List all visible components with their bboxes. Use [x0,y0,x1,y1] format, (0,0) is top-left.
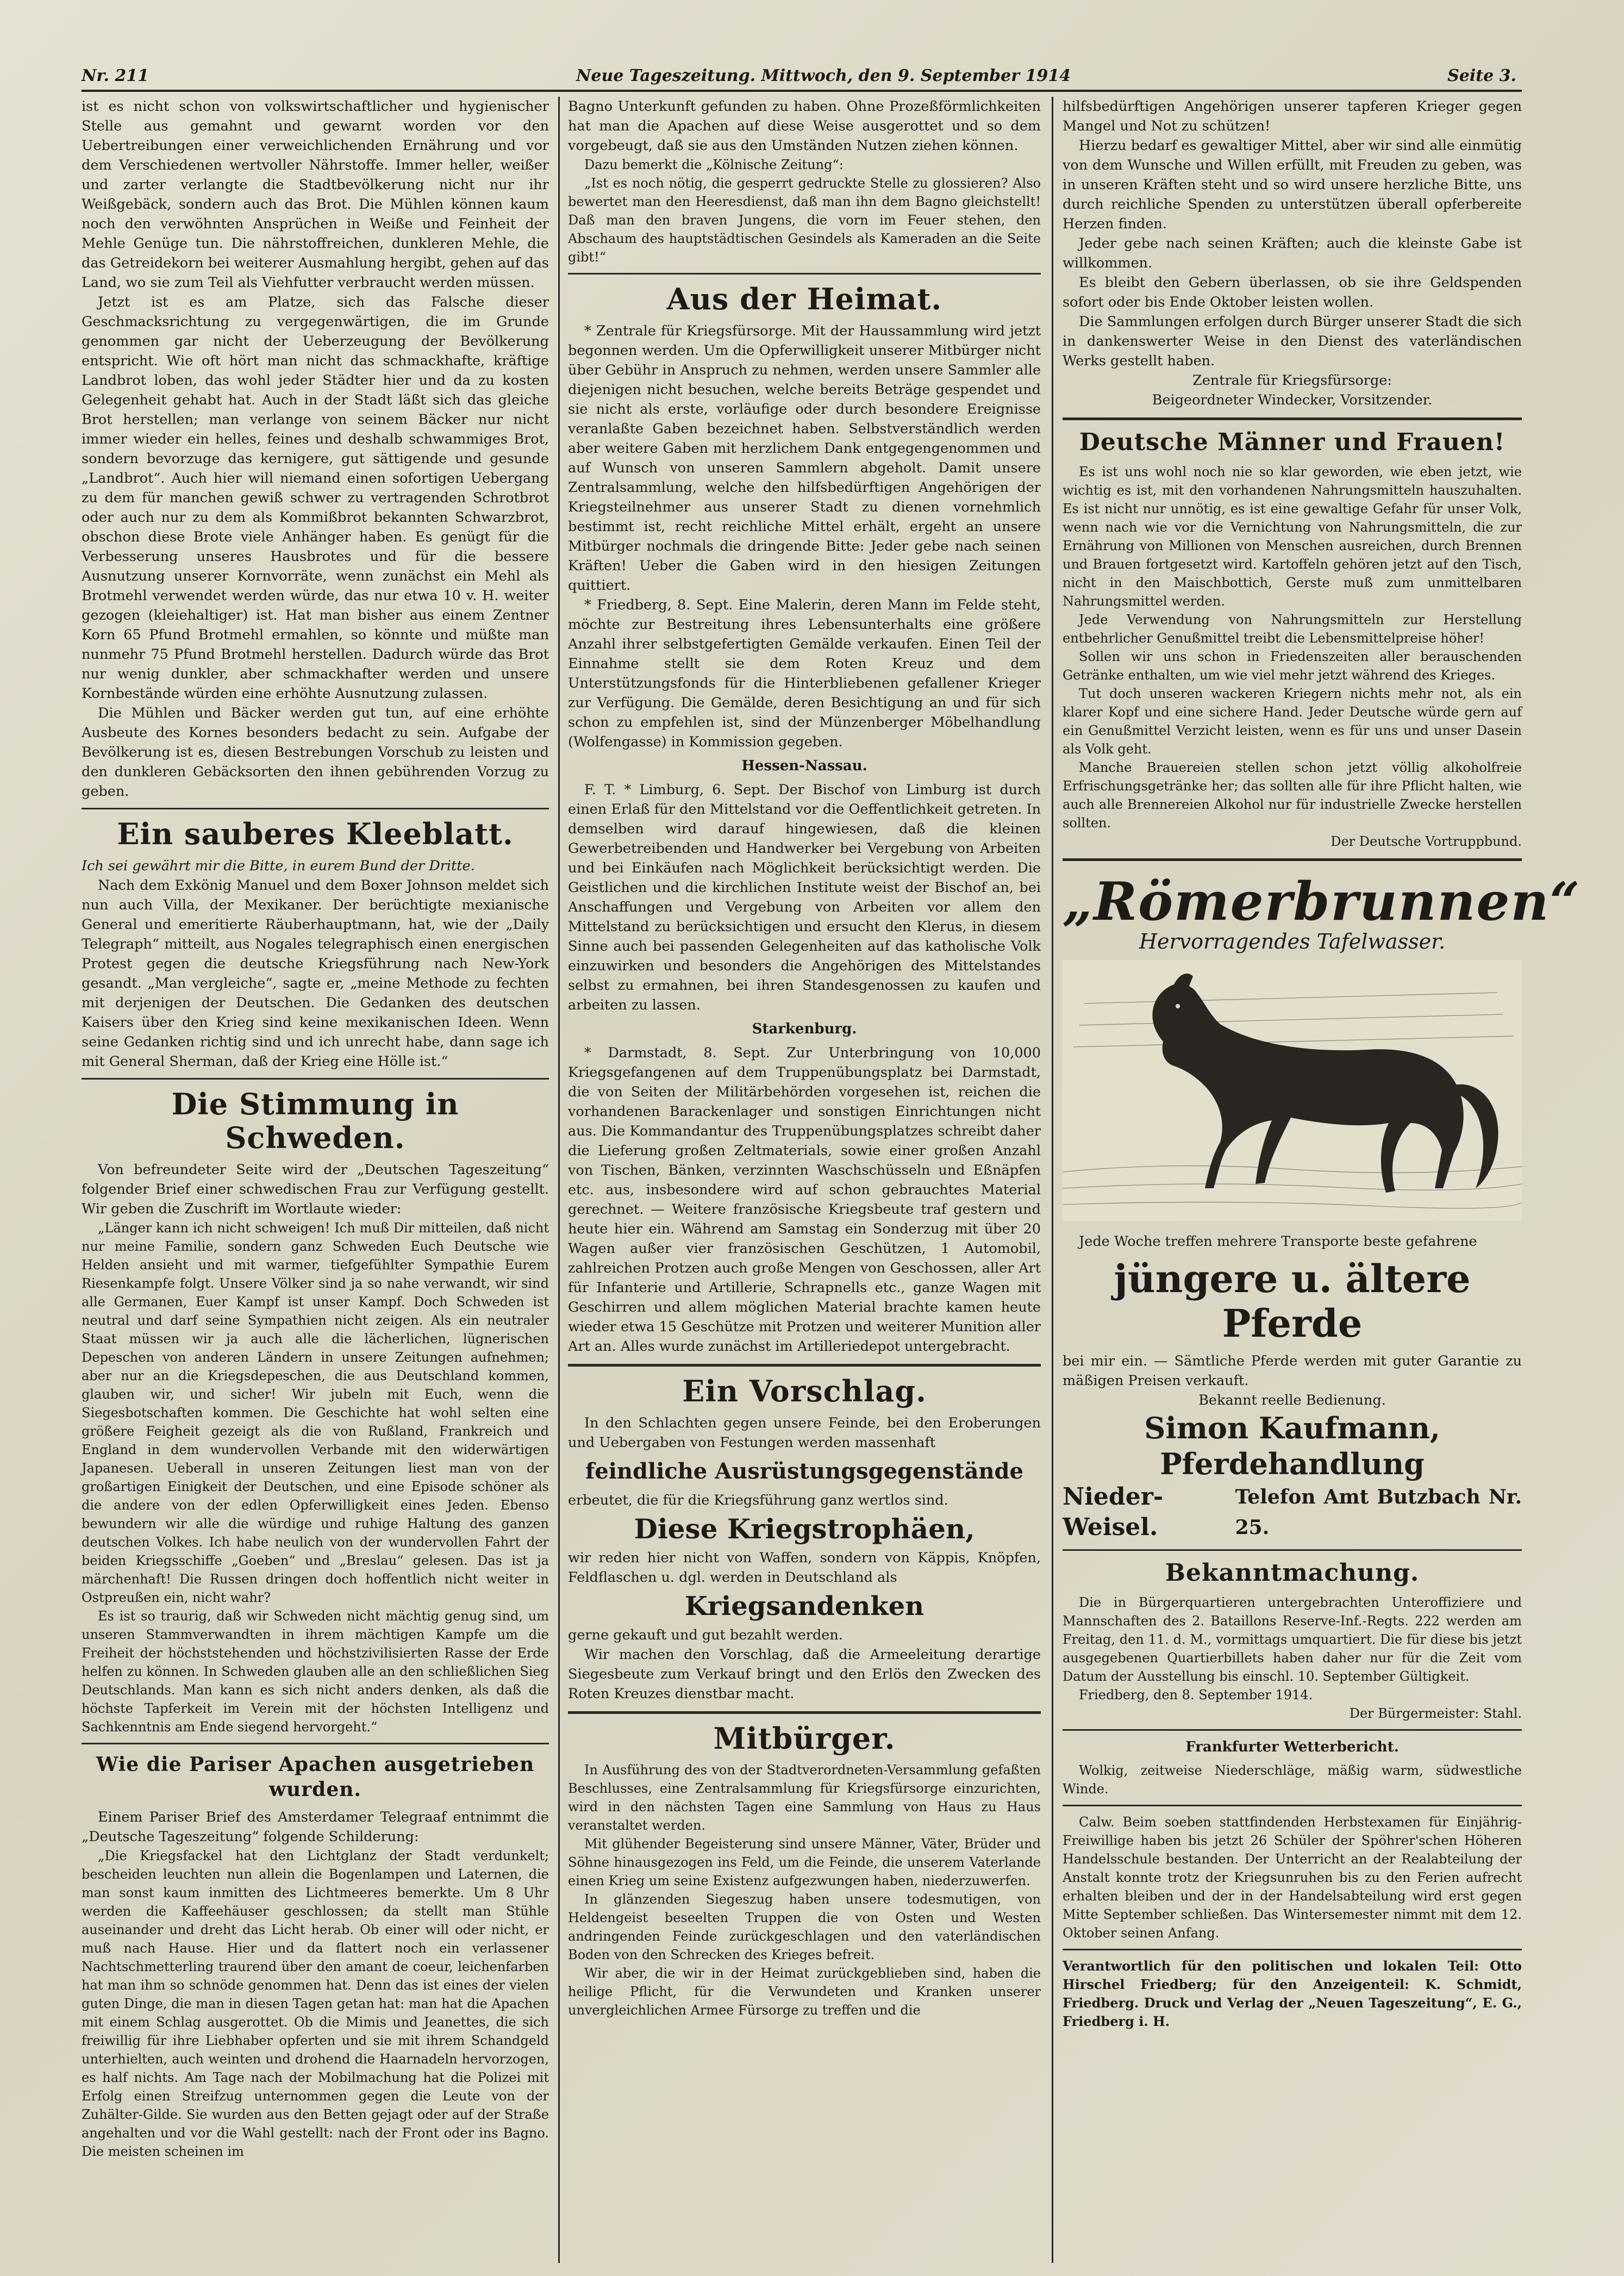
section-subhead: Starkenburg. [752,1021,857,1037]
divider [1063,1805,1522,1806]
column-1 [82,97,549,2266]
article-paragraph: „Die Kriegsfackel hat den Lichtglanz der Stadt verdunkelt; bescheiden leuchten nun allein die Bogenlampen und Laternen, die man sonst kaum inmitten des Lichtmeeres bemerkte. Um 8 Uhr werden die Kaffeehäuser geschlossen; da stellt man Stühle auseinander und dreht das Licht herab. Ob einer will oder nicht, er muß nach Hause. Hier und da flattert noch ein verlassener Nachtschmetterling traurend über den amant de coeur, leichenfarben hat man ihm so schnöde genommen hat. Denn das ist eines der vielen guten Dinge, die man in diesen Tagen getan hat: man hat die Apachen mit einem Schlag ausgerottet. Ob die Mimis und Jeanettes, die sich freiwillig für ihre Liebhaber opferten und sie mit ihrem Schandgeld unterhielten, auch weinten und drohend die Haarnadeln hervorzogen, es half nichts. Am Tage nach der Mobilmachung hat die Polizei mit Erfolg einen Streifzug unternommen gegen die Leute von der Zuhälter-Gilde. Sie wurden aus den Betten gejagt oder auf der Straße angehalten und vor die Wahl gestellt: nach der Front oder ins Bagno. Die meisten scheinen im [82,1848,549,2159]
headline-apachen: Wie die Pariser Apachen ausgetrieben wurden. [96,1753,535,1801]
masthead-title: Neue Tageszeitung. Mittwoch, den 9. September 1914 [576,66,1071,85]
divider [1063,1949,1522,1950]
signature: Der Bürgermeister: Stahl. [1349,1706,1522,1721]
imprint: Verantwortlich für den politischen und lokalen Teil: Otto Hirschel Friedberg; für den Anzeigenteil: K. Schmidt, Friedberg. Druck und Verlag der „Neuen Tageszeitung“, E. G., Friedberg i. H. [1063,1958,1522,2029]
ad-display-line: Kriegsandenken [684,1591,925,1622]
divider [1063,858,1522,861]
section-subhead: Hessen-Nassau. [741,758,867,774]
issue-number: Nr. 211 [82,66,149,85]
ad-paragraph: Jede Woche treffen mehrere Transporte beste gefahrene [1079,1233,1477,1250]
column-3 [1063,97,1581,2266]
article-paragraph: Nach dem Exkönig Manuel und dem Boxer Johnson meldet sich nun auch Villa, der Mexikaner. Der berüchtigte mexianische General und emeritierte Räuberhauptmann, hat, wie der „Daily Telegraph“ mitteilt, aus Nogales telegraphisch einen energischen Protest gegen die deutsche Kriegsführung nach New-York gesandt. „Man vergleiche“, sagte er, „meine Methode zu fechten mit derjenigen der Deutschen. Die Gedanken des deutschen Kaisers über den Krieg sind keine mexikanischen Ideen. Wenn seine Gedanken richtig sind und ich unrecht habe, dann sage ich mit General Sherman, daß der Krieg eine Hölle ist.“ [82,877,549,1070]
horse-ad-headline: jüngere u. ältere Pferde [1114,1256,1471,1346]
headline-schweden: Die Stimmung in Schweden. [171,1087,459,1155]
divider [568,273,1041,275]
signature: Beigeordneter Windecker, Vorsitzender. [1152,392,1433,408]
article-paragraph: Die Sammlungen erfolgen durch Bürger unserer Stadt die sich in dankenswerter Weise in den Dienst des vaterländischen Werks gestellt haben. [1063,314,1522,369]
brand-roemerbrunnen: „Römerbrunnen“ [1063,871,1581,932]
article-paragraph: Es ist so traurig, daß wir Schweden nicht mächtig genug sind, um unseren Stammverwandten in ihrem mächtigen Kampfe um die Freiheit der höchststehenden und höchstzivilisierten Rasse der Erde helfen zu können. In Schweden glauben alle an den schließlichen Sieg Deutschlands. Man kann es sich nicht anders denken, als daß die höchste Tapferkeit im Verein mit der höchsten Intelligenz und Sachkenntnis am Ende siegend hervorgeht.“ [82,1608,549,1735]
article-paragraph: Bagno Unterkunft gefunden zu haben. Ohne Prozeßförmlichkeiten hat man die Apachen auf diese Weise ausgerottet und so dem vorgebeugt, daß sie aus den Umständen Nutzen ziehen können. [568,98,1041,154]
ad-paragraph: wir reden hier nicht von Waffen, sondern von Käppis, Knöpfen, Feldflaschen u. dgl. werden in Deutschland als [568,1550,1041,1586]
ad-paragraph: gerne gekauft und gut bezahlt werden. [568,1627,843,1643]
divider [1063,1729,1522,1731]
firm-name: Simon Kaufmann, Pferdehandlung [1144,1411,1440,1481]
ad-display-line: Diese Kriegstrophäen, [634,1513,975,1545]
brand-tagline: Hervorragendes Tafelwasser. [1139,930,1446,953]
ad-paragraph: Bekannt reelle Bedienung. [1198,1392,1386,1408]
ad-paragraph: erbeutet, die für die Kriegsführung ganz wertlos sind. [568,1492,948,1508]
article-paragraph: ist es nicht schon von volkswirtschaftlicher und hygienischer Stelle aus gemahnt und gewarnt worden vor den Uebertreibungen einer verweichlichenden Ernährung und vor dem Verschiedenen wertvoller Nährstoffe. Immer heller, weißer und zarter verlangte die Stadtbevölkerung nicht nur ihr Weißgebäck, sondern auch das Brot. Die Mühlen können kaum noch den verwöhnten Ansprüchen in Weiße und Feinheit der Mehle Genüge tun. Die nährstoffreichen, dunkleren Mehle, die das Getreidekorn bei weiterer Ausmahlung hergibt, gehen auf das Land, wo sie zum Teil als Viehfutter verbraucht werden müssen. [82,98,549,291]
column-divider [558,97,560,2263]
headline-kleeblatt: Ein sauberes Kleeblatt. [117,816,514,851]
epigraph: Ich sei gewährt mir die Bitte, in eurem Bund der Dritte. [82,858,475,874]
page-number: Seite 3. [1447,66,1516,85]
article-paragraph: Manche Brauereien stellen schon jetzt völlig alkoholfreie Erfrischungsgetränke her; das sollten alle für ihre Pflicht halten, wie auch alle Brennereien Alkohol nur für industrielle Zwecke herstellen sollten. [1063,760,1522,831]
divider [82,808,549,809]
article-paragraph: Es bleibt den Gebern überlassen, ob sie ihre Geldspenden sofort oder bis Ende Oktober leisten wollen. [1063,275,1522,310]
weather-report: Wolkig, zeitweise Niederschläge, mäßig warm, südwestliche Winde. [1063,1763,1522,1797]
article-paragraph: * Zentrale für Kriegsfürsorge. Mit der Haussammlung wird jetzt begonnen werden. Um die Opferwilligkeit unserer Mitbürger nicht über Gebühr in Anspruch zu nehmen, werden unsere Sammler alle diejenigen nicht besuchen, welche bereits Beträge gespendet und sie nicht als erste, vorläufige oder durch besondere Ereignisse veranlaßte Gaben bezeichnet haben. Selbstverständlich werden aber weitere Gaben mit herzlichem Dank entgegengenommen und auf Wunsch von unseren Sammlern abgeholt. Damit unsere Zentralsammlung, welche den hilfsbedürftigen Angehörigen der Kriegsteilnehmer aus unserer Stadt zu dienen vornehmlich bestimmt ist, recht reichliche Mittel erhält, ergeht an unsere Mitbürger nochmals die dringende Bitte: Jeder gebe nach seinen Kräften! Ueber die Gaben wird in den hiesigen Zeitungen quittiert. [568,323,1041,594]
article-paragraph: Jede Verwendung von Nahrungsmitteln zur Herstellung entbehrlicher Genußmittel treibt die Lebensmittelpreise höher! [1063,612,1522,646]
column-divider [1052,97,1053,2263]
article-paragraph: Hierzu bedarf es gewaltiger Mittel, aber wir sind alle einmütig von dem Wunsche und Willen erfüllt, mit Freuden zu geben, was in unseren Kräften steht und so wird unsere herzliche Bitte, uns durch reichliche Spenden zu unterstützen überall opferbereite Herzen finden. [1063,138,1522,232]
article-paragraph: Dazu bemerkt die „Kölnische Zeitung“: [584,157,844,172]
firm-place: Nieder-Weisel. [1063,1483,1164,1541]
article-paragraph: * Darmstadt, 8. Sept. Zur Unterbringung von 10,000 Kriegsgefangenen auf dem Truppenübungsplatz bei Darmstadt, die von Seiten der Militärbehörden vorgesehen ist, reichen die vorhandenen Barackenlager und sonstigen Einrichtungen nicht aus. Die Kommandantur des Truppenübungsplatzes schreibt daher die Lieferung großen Zeltmaterials, sowie einer großen Anzahl von Tischen, Bänken, verzinnten Waschschüsseln und Eßnäpfen etc. aus, insbesondere wird auf schon gebrauchtes Material gerechnet. — Weitere französische Kriegsbeute traf gestern und heute hier ein. Während am Samstag ein Sonderzug mit über 20 Wagen außer vier französischen Geschützen, 1 Automobil, zahlreichen Protzen auch große Mengen von Geschossen, aller Art für Infanterie und Artillerie, Schrapnells etc., ganze Wagen mit Geschirren und allem möglichen Material brachte kamen heute wieder etwa 15 Geschütze mit Protzen und weiterer Munition aller Art an. Alles wurde zunächst im Artilleriedepot untergebracht. [568,1045,1041,1355]
headline-vorschlag: Ein Vorschlag. [682,1374,927,1408]
ad-paragraph: bei mir ein. — Sämtliche Pferde werden mit guter Garantie zu mäßigen Preisen verkauft. [1063,1353,1522,1389]
masthead [82,66,1516,88]
ad-paragraph: Wir machen den Vorschlag, daß die Armeeleitung derartige Siegesbeute zum Verkauf bringt und den Erlös den Zwecken des Roten Kreuzes dienstbar macht. [568,1647,1041,1702]
notice-date: Friedberg, den 8. September 1914. [1079,1687,1313,1703]
weather-title: Frankfurter Wetterbericht. [1185,1739,1399,1755]
article-paragraph: Einem Pariser Brief des Amsterdamer Telegraaf entnimmt die „Deutsche Tageszeitung“ folgende Schilderung: [82,1809,549,1845]
article-paragraph: Die Mühlen und Bäcker werden gut tun, auf eine erhöhte Ausbeute des Kornes besonders bedacht zu sein. Aufgabe der Bevölkerung ist es, diesen Bestrebungen Vorschub zu leisten und den dunkleren Gebäcksorten den ihnen gebührenden Vorzug zu geben. [82,705,549,800]
article-paragraph: Wir aber, die wir in der Heimat zurückgeblieben sind, haben die heilige Pflicht, für die Verwundeten und Kranken unserer unvergleichlichen Armee Fürsorge zu treffen und die [568,1966,1041,2018]
article-paragraph: Jeder gebe nach seinen Kräften; auch die kleinste Gabe ist willkommen. [1063,235,1522,271]
article-paragraph: In glänzenden Siegeszug haben unsere todesmutigen, von Heldengeist beseelten Truppen die von Osten und Westen andringenden Feinde zurückgeschlagen und den vaterländischen Boden von den Schrecken des Krieges befreit. [568,1892,1041,1962]
headline-bekanntmachung: Bekanntmachung. [1165,1559,1420,1587]
article-paragraph: Jetzt ist es am Platze, sich das Falsche dieser Geschmacksrichtung zu vergegenwärtigen, die im Grunde genommen gar nicht der Ueberzeugung der Bevölkerung entspricht. Wie oft hört man nicht das schmackhafte, kräftige Landbrot loben, das wohl jeder Städter hier und da zu kosten Gelegenheit gehabt hat. Auch in der Stadt läßt sich das gleiche Brot herstellen; man verlange von seinem Bäcker nur nicht immer wieder ein helles, feines und deshalb schwammiges Brot, sondern bevorzuge das kernigere, gut sättigende und gesunde „Landbrot“. Auch hier will niemand einen sofortigen Uebergang zu dem für manchen gewiß schwer zu vertragenden Schrotbrot oder auch nur zu dem als Kommißbrot bekannten Schwarzbrot, obschon diese Brote viele Anhänger haben. Es genügt für die Verbesserung unseres Hausbrotes und für die bessere Ausnutzung unserer Kornvorräte, wenn zunächst ein Mehl als Brotmehl verwendet werden würde, das nur etwa 10 v. H. weiter gezogen (kleiehaltiger) ist. Hat man bisher aus einem Zentner Korn 65 Pfund Brotmehl ermahlen, so könnte und müßte man nunmehr 75 Pfund Brotmehl herstellen. Dadurch würde das Brot nur wenig dunkler, aber schmackhafter werden und unsere Kornbestände würden eine erhöhte Ausnutzung zulassen. [82,294,549,702]
article-paragraph: Sollen wir uns schon in Friedenszeiten aller berauschenden Getränke enthalten, um wie viel mehr jetzt während des Krieges. [1063,649,1522,683]
headline-mitbuerger: Mitbürger. [713,1721,896,1756]
article-paragraph: * Friedberg, 8. Sept. Eine Malerin, deren Mann im Felde steht, möchte zur Bestreitung ihres Lebensunterhalts eine größere Anzahl ihrer selbstgefertigten Gemälde verkaufen. Einen Teil der Einnahme stellt sie dem Roten Kreuz und dem Unterstützungsfonds für die Hinterbliebenen gefallener Krieger zur Verfügung. Die Gemälde, deren Besichtigung an und für sich schon zu empfehlen ist, sind der Münzenberger Möbelhandlung (Wolfengasse) in Kommission gegeben. [568,597,1041,750]
article-paragraph: F. T. * Limburg, 6. Sept. Der Bischof von Limburg ist durch einen Erlaß für den Mittelstand vor die Oeffentlichkeit getreten. In demselben wird darauf hingewiesen, daß die kleinen Gewerbetreibenden und Handwerker bei Vergebung von Arbeiten und bei Einkäufen nach Möglichkeit berücksichtigt werden. Die Geistlichen und die kirchlichen Institute weist der Bischof an, bei Anschaffungen und Vergebung von Arbeiten vor allem den Mittelstand zu berücksichtigen und ersucht den Klerus, in diesem Sinne auch bei passenden Gelegenheiten auf das katholische Volk einzuwirken und besonders die Angehörigen des Mittelstandes selbst zu ermahnen, bei ihren Standesgenossen zu kaufen und arbeiten zu lassen. [568,782,1041,1013]
signature: Zentrale für Kriegsfürsorge: [1192,372,1392,389]
firm-details [1063,1482,1522,1543]
article-paragraph: Es ist uns wohl noch nie so klar geworden, wie eben jetzt, wie wichtig es ist, mit den vorhandenen Nahrungsmitteln hauszuhalten. Es ist nicht nur unnötig, es ist eine gewaltige Gefahr für unser Volk, wenn nach wie vor die Vernichtung von Nahrungsmitteln, die zur Ernährung von Millionen von Menschen ausreichen, durch Brennen und Brauen fortgesetzt wird. Kartoffeln gehören jetzt auf den Tisch, nicht in den Maischbottich, Gerste muß zum unmittelbaren Nahrungsmittel werden. [1063,464,1522,609]
masthead-rule [82,90,1522,92]
divider [82,1078,549,1080]
divider [1063,417,1522,420]
horse-illustration [1063,960,1522,1221]
ad-display-line: feindliche Ausrüstungsgegenstände [585,1458,1023,1484]
headline-heimat: Aus der Heimat. [666,282,942,316]
signature: Der Deutsche Vortruppbund. [1331,834,1522,849]
notice-paragraph: Die in Bürgerquartieren untergebrachten Unteroffiziere und Mannschaften des 2. Bataillons Reserve-Inf.-Regts. 222 werden am Freitag, den 11. d. M., vormittags umquartiert. Die für diese bis jetzt ausgegebenen Quartierbillets haben daher nur für die Zeit vom Datum der Ausstellung bis einschl. 10. September Gültigkeit. [1063,1595,1522,1684]
article-paragraph: „Länger kann ich nicht schweigen! Ich muß Dir mitteilen, daß nicht nur meine Familie, sondern ganz Schweden Euch Deutsche wie Helden ansieht und mit warmer, tiefgefühlter Sympathie Eurem Riesenkampfe folgt. Unsere Völker sind ja so nahe verwandt, wir sind alle Germanen, Euer Kampf ist unser Kampf. Doch Schweden ist neutral und darf seine Sympathien nicht zeigen. Als ein neutraler Staat müssen wir ja auch alle die lächerlichen, lügnerischen Depeschen von anderen Ländern in unsere Zeitungen aufnehmen; aber nur an die Kriegsdepeschen, die aus Deutschland kommen, glauben wir, und sicher! Wir jubeln mit Euch, wenn die Siegesbotschaften kommen. Die Geschichte hat wohl selten eine größere Feigheit gezeigt als die von Rußland, Frankreich und England in dem wundervollen Verbande mit den widerwärtigen Japanesen. Ueberall in unseren Zeitungen liest man von der großartigen Einigkeit der Deutschen, und eine Episode schöner als die andere von der edlen Opferwilligkeit eines Jeden. Ebenso bewundern wir alle die würdige und ruhige Haltung des ganzen deutschen Volkes. Ich habe neulich von der wundervollen Fahrt der beiden Kriegsschiffe „Goeben“ und „Breslau“ gelesen. Das ist ja märchenhaft! Die Russen dringen doch hoffentlich nicht weiter in Ostpreußen ein, nicht wahr? [82,1220,549,1605]
article-paragraph: hilfsbedürftigen Angehörigen unserer tapferen Krieger gegen Mangel und Not zu schützen! [1063,98,1522,134]
firm-phone: Telefon Amt Butzbach Nr. 25. [1235,1486,1522,1539]
article-paragraph: In Ausführung des von der Stadtverordneten-Versammlung gefaßten Beschlusses, eine Zentralsammlung für Kriegsfürsorge einzurichten, wird in den nächsten Tagen eine Sammlung von Haus zu Haus veranstaltet werden. [568,1762,1041,1833]
divider [82,1743,549,1744]
article-paragraph: Calw. Beim soeben stattfindenden Herbstexamen für Einjährig-Freiwillige haben bis jetzt 26 Schüler der Spöhrer'schen Höheren Handelsschule bestanden. Der Unterricht an der Realabteilung der Anstalt konnte trotz der Kriegsunruhen bis zu den Ferien aufrecht erhalten bleiben und der in der Handelsabteilung wird erst gegen Mitte September schließen. Das Wintersemester nimmt mit dem 12. Oktober seinen Anfang. [1063,1814,1522,1941]
divider [568,1364,1041,1367]
column-2 [568,97,1041,2266]
ad-paragraph: In den Schlachten gegen unsere Feinde, bei den Eroberungen und Uebergaben von Festungen werden massenhaft [568,1415,1041,1451]
headline-maenner-frauen: Deutsche Männer und Frauen! [1079,428,1506,456]
article-paragraph: Tut doch unseren wackeren Kriegern nichts mehr not, als ein klarer Kopf und eine sichere Hand. Jeder Deutsche würde gern auf ein Genußmittel Verzicht leisten, wenn es für uns und unser Dasein als Volk geht. [1063,686,1522,757]
divider [1063,1549,1522,1551]
article-paragraph: Von befreundeter Seite wird der „Deutschen Tageszeitung“ folgender Brief einer schwedischen Frau zur Verfügung gestellt. Wir geben die Zuschrift im Wortlaute wieder: [82,1162,549,1217]
article-paragraph: Mit glühender Begeisterung sind unsere Männer, Väter, Brüder und Söhne hinausgezogen ins Feld, um die Feinde, die unserem Vaterlande einen Krieg um seine Existenz aufgezwungen haben, niederzuwerfen. [568,1836,1041,1888]
divider [568,1711,1041,1714]
article-paragraph: „Ist es noch nötig, die gesperrt gedruckte Stelle zu glossieren? Also bewertet man den Heeresdienst, daß man ihn dem Bagno gleichstellt! Daß man den braven Jungens, die vorn im Feuer stehen, den Abschaum des hauptstädtischen Gesindels als Kameraden an die Seite gibt!“ [568,176,1041,265]
